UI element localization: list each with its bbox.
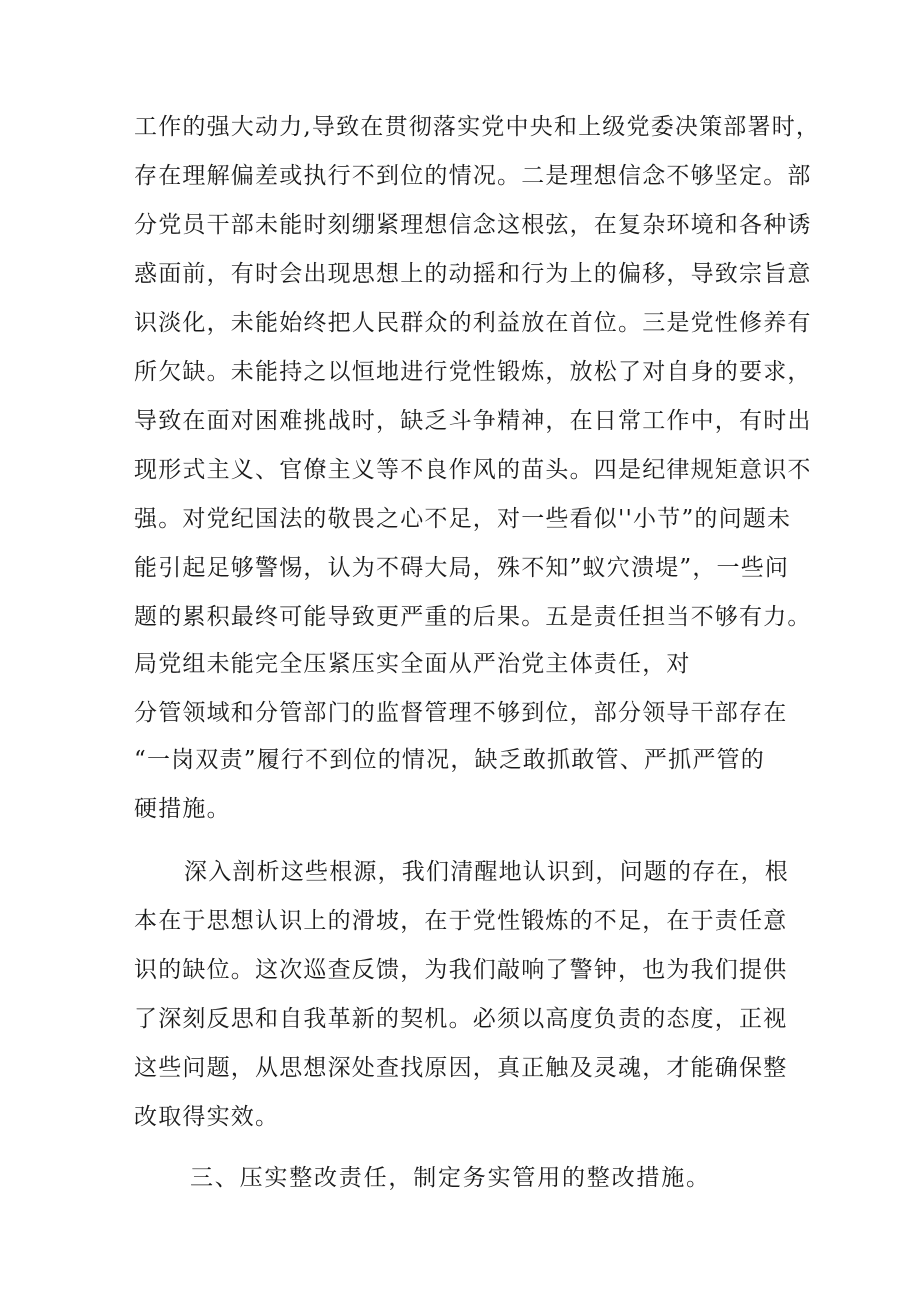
text-line: 了深刻反思和自我革新的契机。必须以高度负责的态度，正视 — [134, 1006, 788, 1032]
text-line: 强。对党纪国法的敬畏之心不足，对一些看似''小节”的问题未 — [134, 506, 792, 532]
text-line: 分党员干部未能时刻绷紧理想信念这根弦，在复杂环境和各种诱 — [134, 212, 812, 238]
text-line: 识淡化，未能始终把人民群众的利益放在首位。三是党性修养有 — [134, 310, 812, 336]
text-line: 局党组未能完全压紧压实全面从严治党主体责任，对 — [134, 651, 691, 677]
text-line: 识的缺位。这次巡查反馈，为我们敲响了警钟，也为我们提供 — [134, 957, 788, 983]
text-line: 这些问题，从思想深处查找原因，真正触及灵魂，才能确保整 — [134, 1055, 788, 1081]
text-line: 本在于思想认识上的滑坡，在于党性锻炼的不足，在于责任意 — [134, 908, 788, 934]
text-line: 改取得实效。 — [134, 1104, 280, 1130]
text-line: 能引起足够警惕，认为不碍大局，殊不知”蚁穴溃堤”，一些问 — [134, 555, 790, 581]
section-heading: 三、压实整改责任，制定务实管用的整改措施。 — [190, 1165, 711, 1191]
text-line: 题的累积最终可能导致更严重的后果。五是责任担当不够有力。 — [134, 604, 812, 630]
text-line: “一岗双责”履行不到位的情况，缺乏敢抓敢管、严抓严管的 — [134, 747, 765, 773]
text-line: 惑面前，有时会出现思想上的动摇和行为上的偏移，导致宗旨意 — [134, 261, 812, 287]
text-line: 导致在面对困难挑战时，缺乏斗争精神，在日常工作中，有时出 — [134, 408, 812, 434]
text-line: 分管领域和分管部门的监督管理不够到位，部分领导干部存在 — [134, 700, 788, 726]
text-line: 工作的强大动力,导致在贯彻落实党中央和上级党委决策部署时， — [134, 114, 821, 140]
text-line: 所欠缺。未能持之以恒地进行党性锻炼，放松了对自身的要求， — [134, 359, 812, 385]
text-line: 硬措施。 — [134, 796, 231, 822]
text-line: 深入剖析这些根源，我们清醒地认识到，问题的存在，根 — [184, 859, 789, 885]
text-line: 现形式主义、官僚主义等不良作风的苗头。四是纪律规矩意识不 — [134, 457, 812, 483]
text-line: 存在理解偏差或执行不到位的情况。二是理想信念不够坚定。部 — [134, 163, 812, 189]
